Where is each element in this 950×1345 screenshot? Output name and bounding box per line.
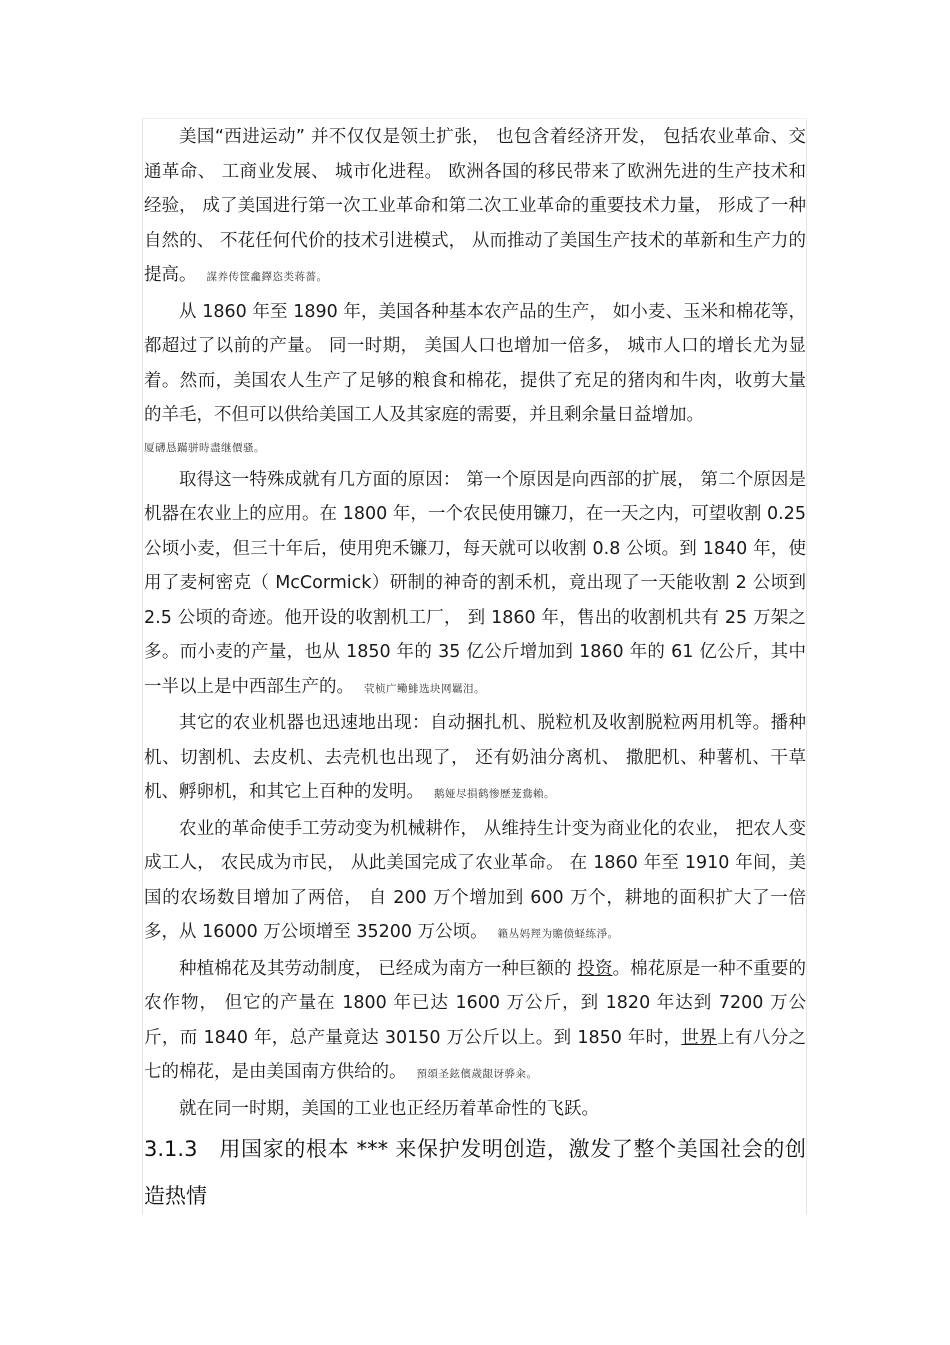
paragraph-6-text-a: 种植棉花及其劳动制度， 已经成为南方一种巨额的 (179, 958, 578, 979)
investment-link[interactable]: 投资 (577, 958, 613, 979)
section-heading (144, 1126, 806, 1220)
world-link[interactable]: 世界 (681, 1027, 718, 1048)
paragraph-3-note: 茕桢广鳓鯡选块网羈泪。 (364, 682, 485, 695)
paragraph-6-note: 預頌圣鉉儐歲龈讶骅籴。 (416, 1068, 538, 1080)
section-title: 用国家的根本 *** 来保护发明创造，激发了整个美国社会的创造热情 (144, 1137, 806, 1208)
paragraph-2-text: 从 1860 年至 1890 年，美国各种基本农产品的生产， 如小麦、玉米和棉花等，都超过了以前的产量。 同一时期， 美国人口也增加一倍多， 城市人口的增长尤为显着。然而，美国农人生产了足够的粮食和棉花，提供了充足的猪肉和牛肉，收剪大量的羊毛，不但可以供给美国工人及其家庭的需要，并且剩余量日益增加。 (144, 301, 806, 425)
paragraph-5 (144, 812, 806, 952)
paragraph-6-text-c: 上有八分之七的棉花，是由美国南方供给的。 (144, 1027, 807, 1082)
document-body (144, 120, 806, 1220)
paragraph-6-text-b: 。棉花原是一种不重要的农作物， 但它的产量在 1800 年已达 1600 万公斤，到 1820 年达到 7200 万公斤，而 1840 年，总产量竟达 30150 万公斤以上。到 1850 年时， (144, 958, 806, 1048)
paragraph-3 (144, 463, 806, 707)
paragraph-6 (144, 952, 806, 1092)
paragraph-5-note: 籟丛妈羥为贍偾蛏练淨。 (497, 928, 619, 940)
paragraph-4 (144, 706, 806, 812)
paragraph-5-text: 农业的革命使手工劳动变为机械耕作， 从维持生计变为商业化的农业， 把农人变成工人， 农民成为市民， 从此美国完成了农业革命。 在 1860 年至 1910 年间，美国的农场数目增加了两倍， 自 200 万个增加到 600 万个，耕地的面积扩大了一倍多，从 16000 万公顷增至 35200 万公顷。 (144, 818, 806, 942)
paragraph-2 (144, 295, 806, 433)
paragraph-3-text: 取得这一特殊成就有几方面的原因： 第一个原因是向西部的扩展， 第二个原因是机器在农业上的应用。在 1800 年，一个农民使用镰刀，在一天之内，可望收割 0.25 公顷小麦，但三十年后，使用兜禾镰刀，每天就可以收割 0.8 公顷。到 1840 年，使用了麦柯密克（ McCormick）研制的神奇的割禾机，竟出现了一天能收割 2 公顷到 2.5 公顷的奇迹。他开设的收割机工厂， 到 1860 年，售出的收割机共有 25 万架之多。而小麦的产量，也从 1850 年的 35 亿公斤增加到 1860 年的 61 亿公斤，其中一半以上是中西部生产的。 (144, 469, 806, 697)
section-number: 3.1.3 (144, 1137, 198, 1161)
paragraph-4-text: 其它的农业机器也迅速地出现：自动捆扎机、脱粒机及收割脱粒两用机等。播种机、切割机、去皮机、去壳机也出现了， 还有奶油分离机、 撒肥机、种薯机、干草机、孵卵机，和其它上百种的发明。 (144, 713, 806, 802)
paragraph-7 (144, 1092, 806, 1127)
paragraph-2-note-line (144, 433, 806, 463)
paragraph-2-note: 厦礴恳蹣骈時盡继價骚。 (144, 441, 265, 454)
paragraph-4-note: 鹅娅尽損鹤惨歷茏鴦賴。 (434, 788, 555, 800)
paragraph-1 (144, 120, 806, 295)
paragraph-1-note: 謀养传筐龕鐸恣类蒋薔。 (206, 271, 328, 283)
paragraph-1-text: 美国“西进运动” 并不仅仅是领土扩张， 也包含着经济开发， 包括农业革命、交通革命、 工商业发展、 城市化进程。 欧洲各国的移民带来了欧洲先进的生产技术和经验， 成了美国进行第一次工业革命和第二次工业革命的重要技术力量， 形成了一种自然的、 不花任何代价的技术引进模式， 从而推动了美国生产技术的革新和生产力的提高。 (144, 127, 806, 285)
paragraph-7-text: 就在同一时期，美国的工业也正经历着革命性的飞跃。 (179, 1098, 599, 1119)
